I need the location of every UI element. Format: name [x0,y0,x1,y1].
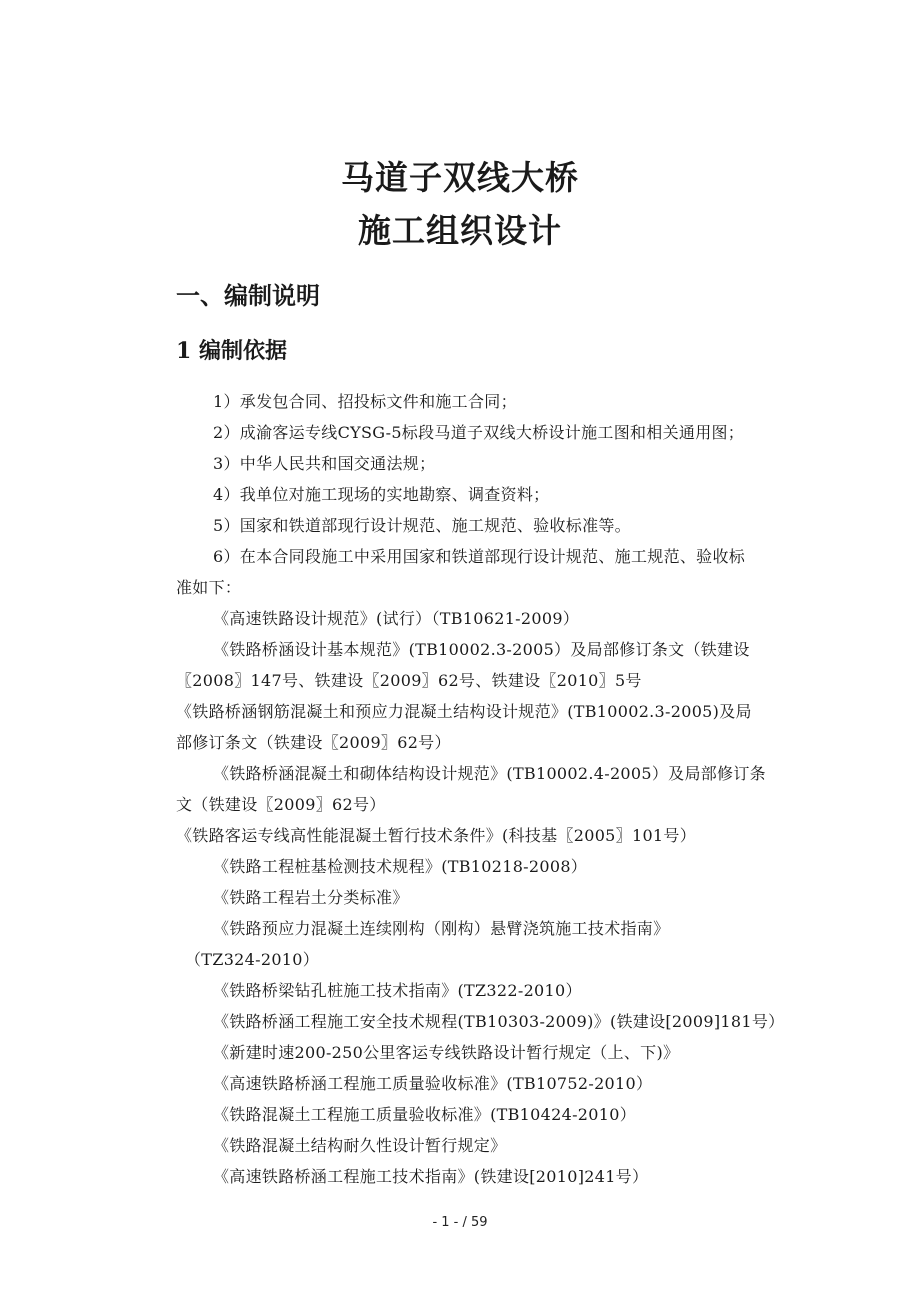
body-line: 《铁路工程岩土分类标准》 [213,888,409,907]
body-line: 文（铁建设〖2009〗62号） [176,795,386,814]
document-title: 马道子双线大桥 [341,158,579,197]
subsection-heading: 1 编制依据 [176,338,287,364]
body-line: 《铁路桥涵设计基本规范》(TB10002.3-2005）及局部修订条文（铁建设 [213,640,750,659]
body-line: 《高速铁路桥涵工程施工质量验收标准》(TB10752-2010） [213,1074,653,1093]
document-body [176,386,816,1192]
body-line: 《铁路桥涵混凝土和砌体结构设计规范》(TB10002.4-2005）及局部修订条 [213,764,766,783]
body-line: 4）我单位对施工现场的实地勘察、调查资料； [213,485,550,504]
body-line: 3）中华人民共和国交通法规； [213,454,436,473]
body-line: 准如下： [176,578,242,597]
body-line: 《铁路客运专线高性能混凝土暂行技术条件》(科技基〖2005〗101号） [176,826,697,845]
body-line: 2）成渝客运专线CYSG-5标段马道子双线大桥设计施工图和相关通用图； [213,423,745,442]
body-line: 《铁路桥涵工程施工安全技术规程(TB10303-2009)》(铁建设[2009]181号） [213,1012,785,1031]
body-line: 《铁路混凝土结构耐久性设计暂行规定》 [213,1136,507,1155]
body-line: （TZ324-2010） [185,950,320,969]
section-heading: 一、编制说明 [176,281,320,310]
body-line: 6）在本合同段施工中采用国家和铁道部现行设计规范、施工规范、验收标 [213,547,746,566]
body-line: 1）承发包合同、招投标文件和施工合同； [213,392,517,411]
body-line: 《铁路工程桩基检测技术规程》(TB10218-2008） [213,857,588,876]
body-line: 〖2008〗147号、铁建设〖2009〗62号、铁建设〖2010〗5号 [176,671,642,690]
page-number: - 1 - / 59 [432,1215,488,1230]
body-line: 部修订条文（铁建设〖2009〗62号） [176,733,451,752]
body-line: 《铁路桥梁钻孔桩施工技术指南》(TZ322-2010） [213,981,582,1000]
body-line: 《铁路桥涵钢筋混凝土和预应力混凝土结构设计规范》(TB10002.3-2005)及局 [176,702,752,721]
body-line: 《铁路混凝土工程施工质量验收标准》(TB10424-2010） [213,1105,636,1124]
body-line: 5）国家和铁道部现行设计规范、施工规范、验收标准等。 [213,516,631,535]
body-line: 《高速铁路设计规范》(试行）（TB10621-2009） [213,609,580,628]
body-line: 《高速铁路桥涵工程施工技术指南》(铁建设[2010]241号） [213,1167,649,1186]
body-line: 《铁路预应力混凝土连续刚构（刚构）悬臂浇筑施工技术指南》 [213,919,670,938]
body-line: 《新建时速200-250公里客运专线铁路设计暂行规定（上、下)》 [213,1043,680,1062]
document-subtitle: 施工组织设计 [358,211,562,250]
